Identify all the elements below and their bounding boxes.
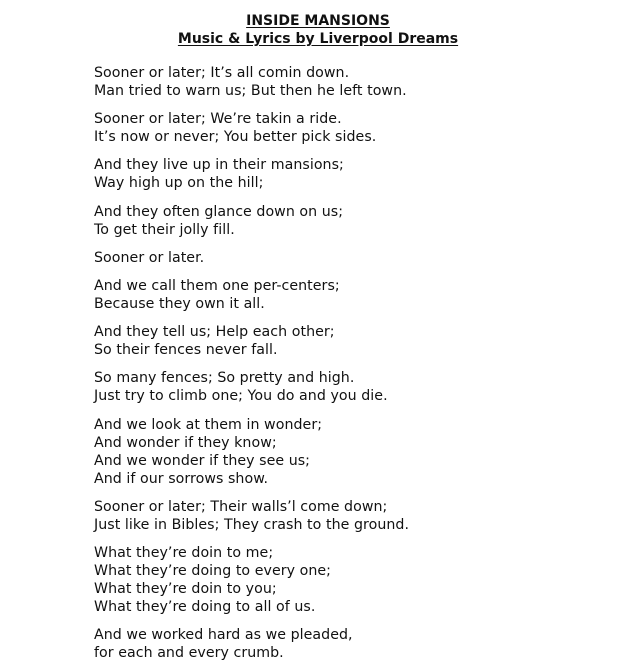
lyric-line: And they live up in their mansions; (94, 157, 344, 174)
song-title: INSIDE MANSIONS (246, 13, 390, 29)
lyric-line: And we wonder if they see us; (94, 452, 311, 469)
stanza (94, 277, 614, 313)
lyric-line: And if our sorrows show. (94, 470, 269, 487)
stanza (94, 498, 614, 534)
stanza (94, 323, 614, 359)
lyric-line: Because they own it all. (94, 295, 265, 312)
lyric-line: And they often glance down on us; (94, 203, 344, 220)
lyric-line: So many fences; So pretty and high. (94, 370, 355, 387)
stanza (94, 544, 614, 616)
lyric-line: It’s now or never; You better pick sides. (94, 129, 377, 146)
lyric-line: And we look at them in wonder; (94, 416, 323, 433)
lyric-line: And we call them one per-centers; (94, 277, 340, 294)
lyric-line: What they’re doin to you; (94, 580, 277, 597)
lyric-line: Sooner or later; Their walls’l come down; (94, 498, 388, 515)
stanza (94, 416, 614, 488)
lyric-line: for each and every crumb. (94, 645, 284, 662)
stanza (94, 249, 614, 267)
stanza (94, 64, 614, 100)
lyric-line: To get their jolly fill. (94, 221, 235, 238)
lyric-line: What they’re doing to all of us. (94, 598, 316, 615)
stanza (94, 369, 614, 405)
lyric-line: Man tried to warn us; But then he left town. (94, 83, 407, 99)
lyric-line: What they’re doing to every one; (94, 562, 331, 579)
stanza (94, 203, 614, 239)
lyric-line: And we worked hard as we pleaded, (94, 627, 353, 644)
lyric-line: And wonder if they know; (94, 434, 277, 451)
lyric-line: And they tell us; Help each other; (94, 324, 335, 341)
lyric-line: What they’re doin to me; (94, 544, 274, 561)
lyric-line: Sooner or later; We’re takin a ride. (94, 111, 342, 128)
stanza (94, 156, 614, 192)
lyrics-body (94, 64, 614, 672)
lyric-line: Sooner or later. (94, 249, 205, 266)
stanza (94, 626, 614, 662)
stanza (94, 110, 614, 146)
lyric-line: Sooner or later; It’s all comin down. (94, 65, 350, 81)
lyric-line: Just try to climb one; You do and you die. (94, 388, 388, 405)
lyric-line: Just like in Bibles; They crash to the ground. (94, 516, 410, 533)
lyric-line: So their fences never fall. (94, 342, 278, 359)
lyric-line: Way high up on the hill; (94, 175, 264, 192)
song-credits: Music & Lyrics by Liverpool Dreams (177, 31, 459, 47)
